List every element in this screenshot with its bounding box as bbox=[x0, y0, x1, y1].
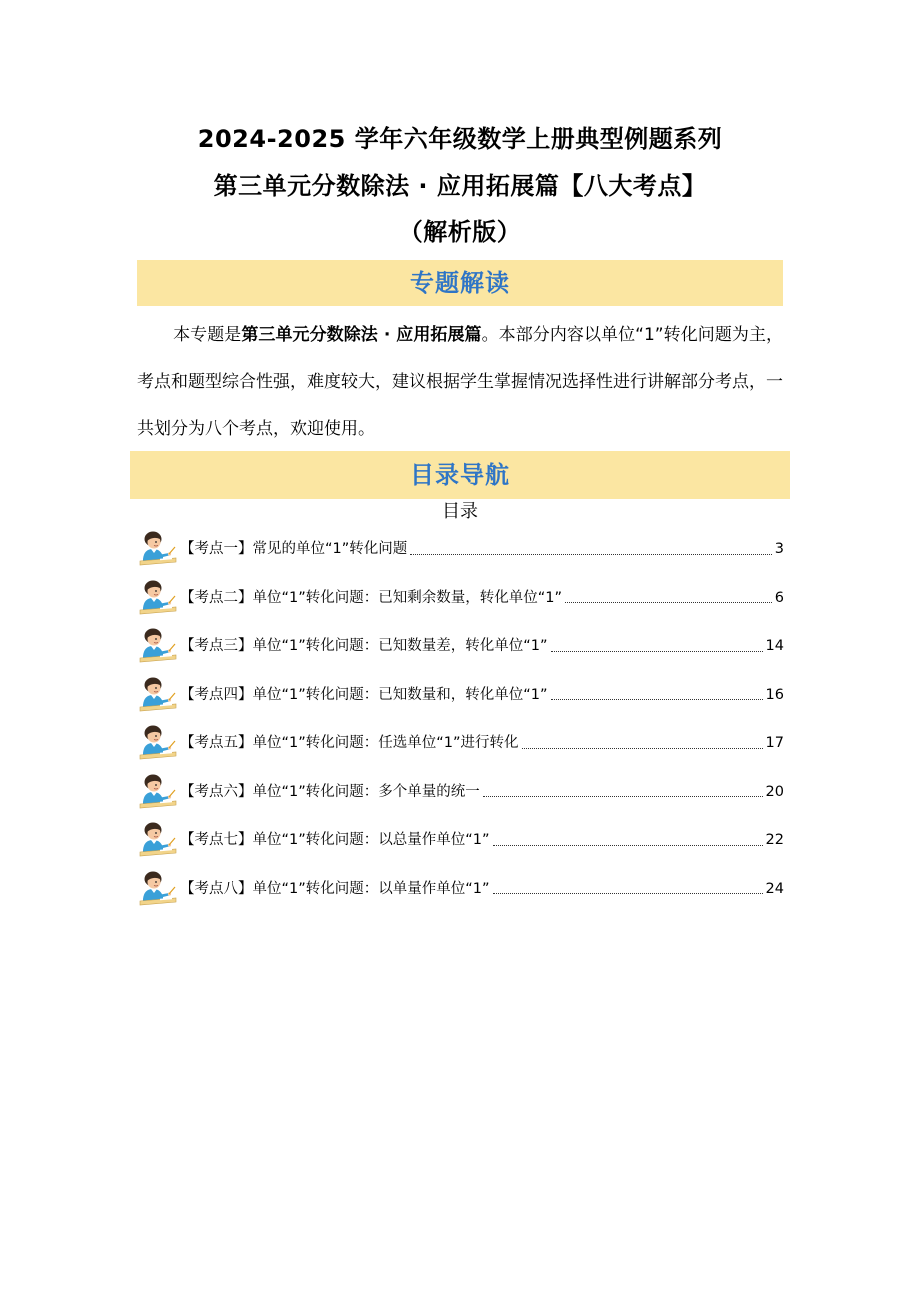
intro-rest: 。本部分内容以单位“1”转化问题为主，考点和题型综合性强，难度较大，建议根据学生掌握情况选择性进行讲解部分考点，一共划分为八个考点，欢迎使用。 bbox=[137, 325, 784, 439]
toc-item-page: 24 bbox=[765, 880, 784, 897]
student-at-desk-icon bbox=[138, 820, 178, 860]
toc-item-page: 20 bbox=[765, 783, 784, 800]
toc-item-label: 【考点三】单位“1”转化问题：已知数量差，转化单位“1” bbox=[180, 638, 548, 655]
toc-item-page: 3 bbox=[774, 541, 784, 558]
toc-list bbox=[138, 525, 784, 913]
toc-item[interactable] bbox=[138, 574, 784, 623]
toc-item[interactable] bbox=[138, 816, 784, 865]
student-at-desk-icon bbox=[138, 675, 178, 715]
student-at-desk-icon bbox=[138, 578, 178, 618]
toc-leader bbox=[483, 796, 763, 797]
student-at-desk-icon bbox=[138, 772, 178, 812]
toc-leader bbox=[522, 748, 763, 749]
toc-leader bbox=[565, 602, 772, 603]
toc-item[interactable] bbox=[138, 719, 784, 768]
intro-bold: 第三单元分数除法 · 应用拓展篇 bbox=[241, 325, 482, 345]
student-at-desk-icon bbox=[138, 723, 178, 763]
toc-item[interactable] bbox=[138, 768, 784, 817]
title-line-1: 2024-2025 学年六年级数学上册典型例题系列 bbox=[197, 125, 723, 153]
toc-item-page: 22 bbox=[765, 832, 784, 849]
toc-item[interactable] bbox=[138, 622, 784, 671]
toc-item[interactable] bbox=[138, 525, 784, 574]
section-banner-toc: 目录导航 bbox=[130, 451, 790, 499]
toc-item-page: 17 bbox=[765, 735, 784, 752]
toc-leader bbox=[493, 893, 763, 894]
toc-leader bbox=[551, 651, 763, 652]
toc-item-label: 【考点二】单位“1”转化问题：已知剩余数量，转化单位“1” bbox=[180, 589, 562, 606]
toc-item-label: 【考点一】常见的单位“1”转化问题 bbox=[180, 541, 408, 558]
student-at-desk-icon bbox=[138, 869, 178, 909]
student-at-desk-icon bbox=[138, 626, 178, 666]
toc-item-page: 16 bbox=[765, 686, 784, 703]
title-line-2: 第三单元分数除法 · 应用拓展篇【八大考点】 bbox=[213, 172, 707, 200]
toc-item-label: 【考点四】单位“1”转化问题：已知数量和，转化单位“1” bbox=[180, 686, 548, 703]
title-line-3: （解析版） bbox=[398, 218, 522, 246]
toc-item-label: 【考点五】单位“1”转化问题：任选单位“1”进行转化 bbox=[180, 735, 519, 752]
intro-paragraph bbox=[137, 312, 783, 453]
toc-item-page: 14 bbox=[765, 638, 784, 655]
toc-item-label: 【考点八】单位“1”转化问题：以单量作单位“1” bbox=[180, 880, 490, 897]
toc-heading: 目录 bbox=[442, 501, 478, 522]
toc-item-page: 6 bbox=[774, 589, 784, 606]
toc-item[interactable] bbox=[138, 671, 784, 720]
toc-leader bbox=[410, 554, 772, 555]
toc-leader bbox=[551, 699, 763, 700]
intro-lead: 本专题是 bbox=[173, 325, 242, 345]
toc-item[interactable] bbox=[138, 865, 784, 914]
section-banner-intro: 专题解读 bbox=[137, 260, 783, 306]
toc-item-label: 【考点六】单位“1”转化问题：多个单量的统一 bbox=[180, 783, 480, 800]
student-at-desk-icon bbox=[138, 529, 178, 569]
toc-item-label: 【考点七】单位“1”转化问题：以总量作单位“1” bbox=[180, 832, 490, 849]
toc-leader bbox=[493, 845, 763, 846]
